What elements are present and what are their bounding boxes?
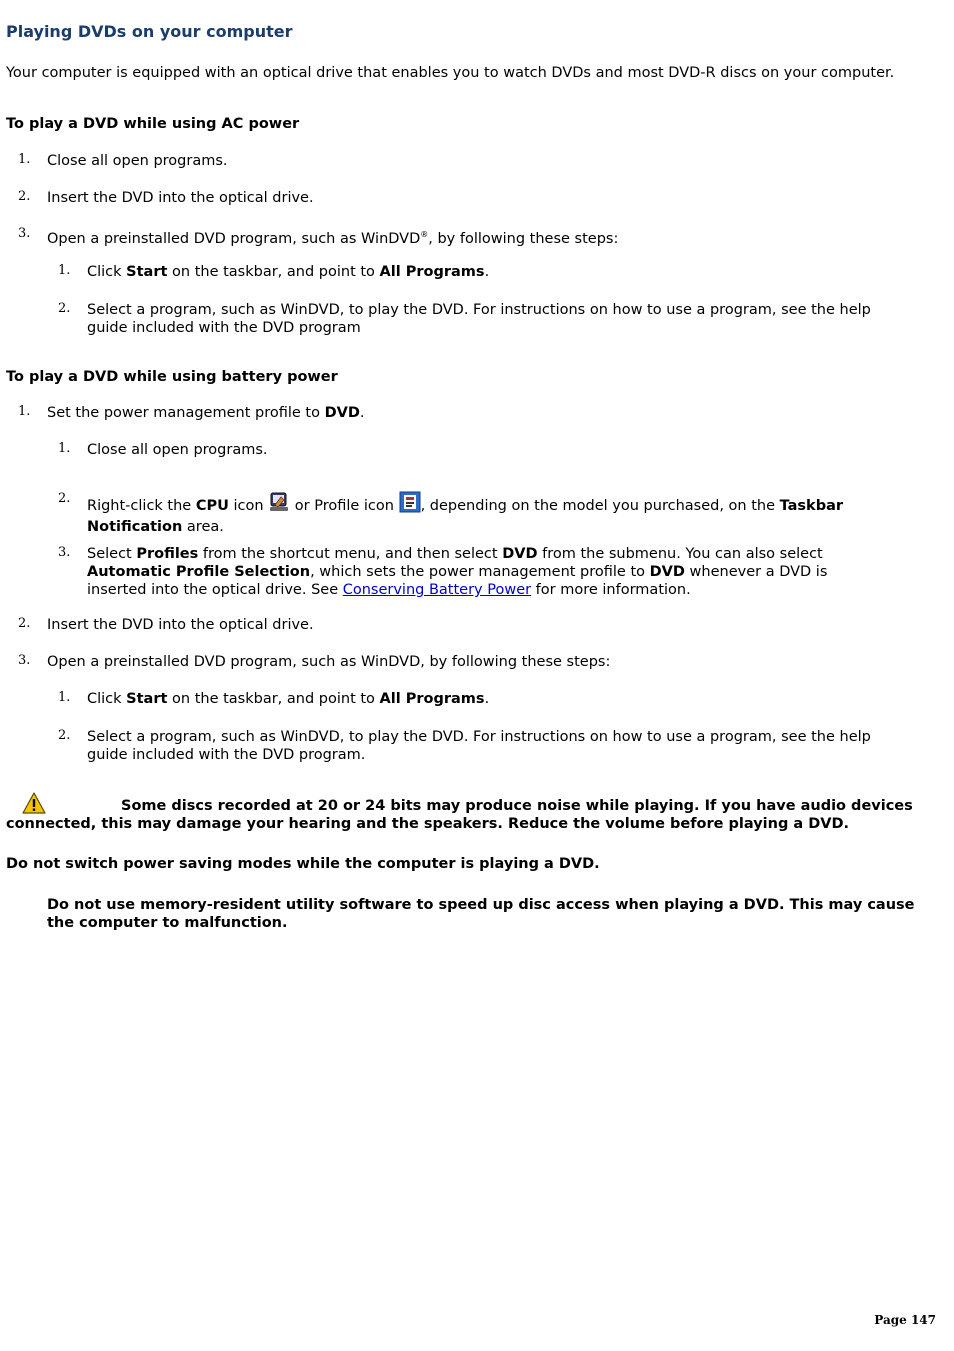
list-number: 3. [18, 226, 31, 241]
list-number: 1. [58, 441, 71, 456]
list-number: 2. [58, 491, 71, 506]
list-number: 1. [18, 152, 31, 167]
intro-paragraph: Your computer is equipped with an optical drive that enables you to watch DVDs and most DVD-R discs on your computer. [6, 65, 895, 81]
list-item: Open a preinstalled DVD program, such as WinDVD®, by following these steps: [47, 230, 619, 247]
list-item: Insert the DVD into the optical drive. [47, 190, 314, 206]
list-number: 2. [58, 728, 71, 743]
cpu-icon [268, 491, 290, 518]
list-item: Close all open programs. [47, 153, 228, 169]
list-number: 1. [18, 404, 31, 419]
list-item: Close all open programs. [87, 442, 268, 458]
page-number: Page 147 [874, 1313, 936, 1327]
list-item: Select a program, such as WinDVD, to play the DVD. For instructions on how to use a program, see the help guide included with the DVD program [87, 302, 871, 336]
list-item: Select Profiles from the shortcut menu, and then select DVD from the submenu. You can also select Automatic Profile Selection, which sets the power management profile to DVD whenever a DVD is inserted into the optical drive. See Conserving Battery Power for more information. [87, 546, 828, 598]
list-number: 2. [58, 301, 71, 316]
registered-mark: ® [420, 230, 429, 239]
conserving-battery-power-link[interactable]: Conserving Battery Power [342, 582, 532, 598]
list-item: Click Start on the taskbar, and point to All Programs. [87, 691, 490, 707]
list-number: 3. [18, 653, 31, 668]
list-item: Set the power management profile to DVD. [47, 405, 365, 421]
list-number: 1. [58, 263, 71, 278]
note-power-saving: Do not switch power saving modes while the computer is playing a DVD. [6, 856, 600, 872]
list-item: Click Start on the taskbar, and point to All Programs. [87, 264, 490, 280]
warning-text: Some discs recorded at 20 or 24 bits may produce noise while playing. If you have audio devices connected, this may damage your hearing and the speakers. Reduce the volume before playing a DVD. [6, 798, 913, 832]
list-item: Insert the DVD into the optical drive. [47, 617, 314, 633]
profile-icon [399, 491, 421, 518]
list-number: 3. [58, 545, 71, 560]
page-title: Playing DVDs on your computer [6, 22, 293, 41]
battery-power-heading: To play a DVD while using battery power [6, 369, 338, 385]
list-item: Open a preinstalled DVD program, such as WinDVD, by following these steps: [47, 654, 611, 670]
list-number: 1. [58, 690, 71, 705]
list-number: 2. [18, 189, 31, 204]
ac-power-heading: To play a DVD while using AC power [6, 116, 300, 132]
list-number: 2. [18, 616, 31, 631]
note-memory-resident: Do not use memory-resident utility software to speed up disc access when playing a DVD. This may cause the computer to malfunction. [47, 897, 915, 931]
list-item: Right-click the CPU icon or Profile icon , depending on the model you purchased, on the Taskbar Notification area. [87, 491, 887, 536]
list-item: Select a program, such as WinDVD, to play the DVD. For instructions on how to use a program, see the help guide included with the DVD program. [87, 729, 871, 763]
